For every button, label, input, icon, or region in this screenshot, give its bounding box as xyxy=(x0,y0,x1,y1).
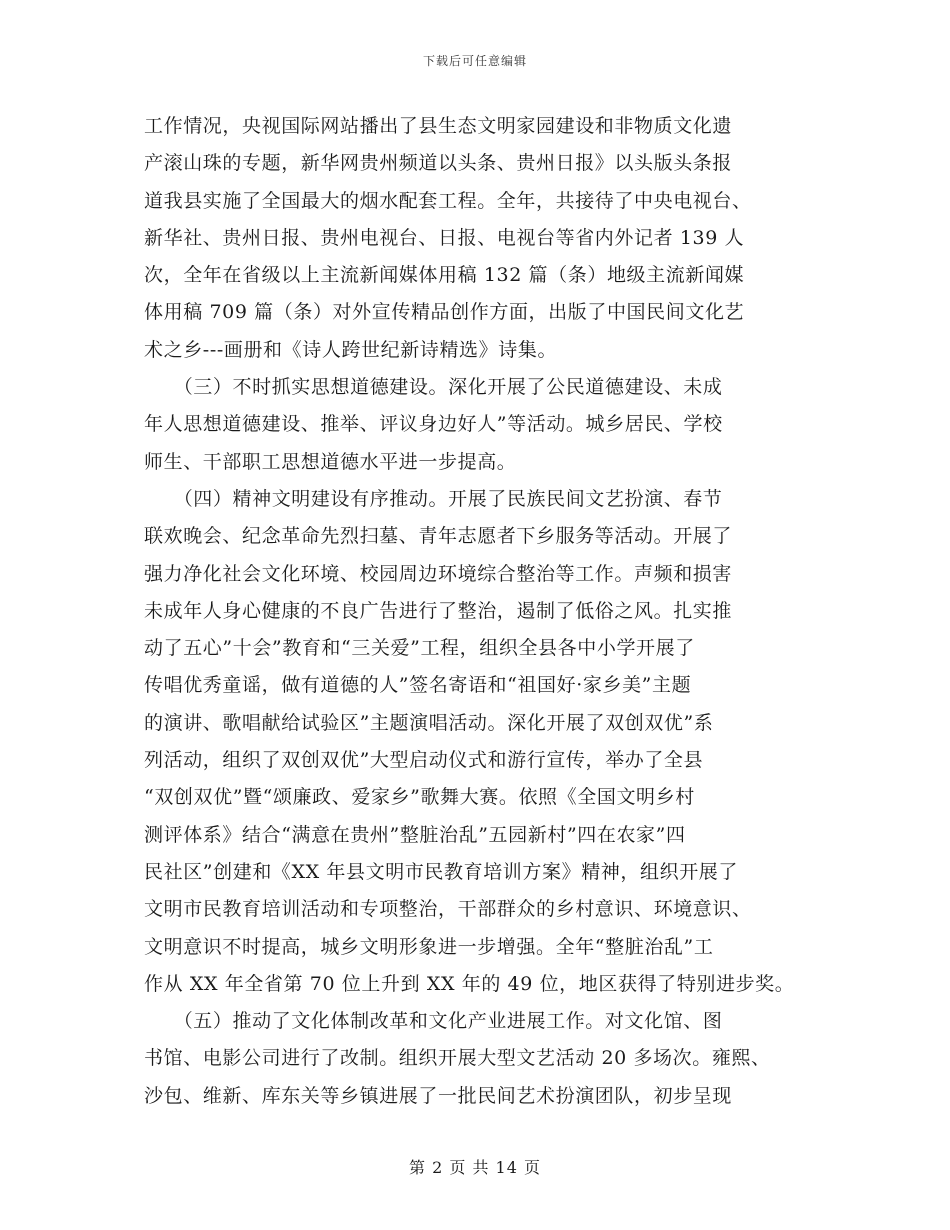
page-header: 下载后可任意编辑 xyxy=(422,54,527,68)
text-line: 强力净化社会文化环境、校园周边环境综合整治等工作。声频和损害 xyxy=(144,562,733,585)
text-line: 文明市民教育培训活动和专项整治，干部群众的乡村意识、环境意识、 xyxy=(144,898,752,921)
text-line: 未成年人身心健康的不良广告进行了整治，遏制了低俗之风。扎实推 xyxy=(144,599,733,622)
text-line: 列活动，组织了双创双优”大型启动仪式和游行宣传，举办了全县 xyxy=(144,749,704,772)
text-line: 产滚山珠的专题，新华网贵州频道以头条、贵州日报》以头版头条报 xyxy=(144,152,733,175)
paragraph-4-heading-line: （四）精神文明建设有序推动。开展了民族民间文艺扮演、春节 xyxy=(144,487,723,510)
text-line: 民社区”创建和《XX 年县文明市民教育培训方案》精神，组织开展了 xyxy=(144,860,739,883)
paragraph-3-heading-line: （三）不时抓实思想道德建设。深化开展了公民道德建设、未成 xyxy=(144,376,723,399)
text-line: “双创双优”暨“颂廉政、爱家乡”歌舞大赛。依照《全国文明乡村 xyxy=(144,786,695,809)
text-line: 年人思想道德建设、推举、评议身边好人”等活动。城乡居民、学校 xyxy=(144,413,723,436)
text-line: 作从 XX 年全省第 70 位上升到 XX 年的 49 位，地区获得了特别进步奖。 xyxy=(144,972,795,995)
text-line: 道我县实施了全国最大的烟水配套工程。全年，共接待了中央电视台、 xyxy=(144,189,752,212)
paragraph-5-heading-line: （五）推动了文化体制改革和文化产业进展工作。对文化馆、图 xyxy=(144,1010,723,1033)
text-line: 次，全年在省级以上主流新闻媒体用稿 132 篇（条）地级主流新闻媒 xyxy=(144,264,745,287)
text-line: 书馆、电影公司进行了改制。组织开展大型文艺活动 20 多场次。雍熙、 xyxy=(144,1047,771,1070)
text-line: 的演讲、歌唱献给试验区”主题演唱活动。深化开展了双创双优”系 xyxy=(144,711,714,734)
page-number-footer: 第 2 页 共 14 页 xyxy=(409,1158,541,1177)
text-line: 新华社、贵州日报、贵州电视台、日报、电视台等省内外记者 139 人 xyxy=(144,226,745,249)
text-line: 联欢晚会、纪念革命先烈扫墓、青年志愿者下乡服务等活动。开展了 xyxy=(144,525,733,548)
text-line: 工作情况，央视国际网站播出了县生态文明家园建设和非物质文化遗 xyxy=(144,115,733,137)
text-line: 师生、干部职工思想道德水平进一步提高。 xyxy=(144,450,517,473)
text-line: 文明意识不时提高，城乡文明形象进一步增强。全年“整脏治乱”工 xyxy=(144,935,714,958)
text-line: 测评体系》结合“满意在贵州”整脏治乱”五园新村”四在农家”四 xyxy=(144,823,686,846)
text-line: 体用稿 709 篇（条）对外宣传精品创作方面，出版了中国民间文化艺 xyxy=(144,301,745,324)
text-line: 动了五心”十会”教育和“三关爱”工程，组织全县各中小学开展了 xyxy=(144,637,695,660)
body-text xyxy=(144,108,804,1115)
text-line: 术之乡---画册和《诗人跨世纪新诗精选》诗集。 xyxy=(144,338,558,361)
text-line: 沙包、维新、库东关等乡镇进展了一批民间艺术扮演团队，初步呈现 xyxy=(144,1084,733,1107)
text-line: 传唱优秀童谣，做有道德的人”签名寄语和“祖国好·家乡美”主题 xyxy=(144,674,692,697)
